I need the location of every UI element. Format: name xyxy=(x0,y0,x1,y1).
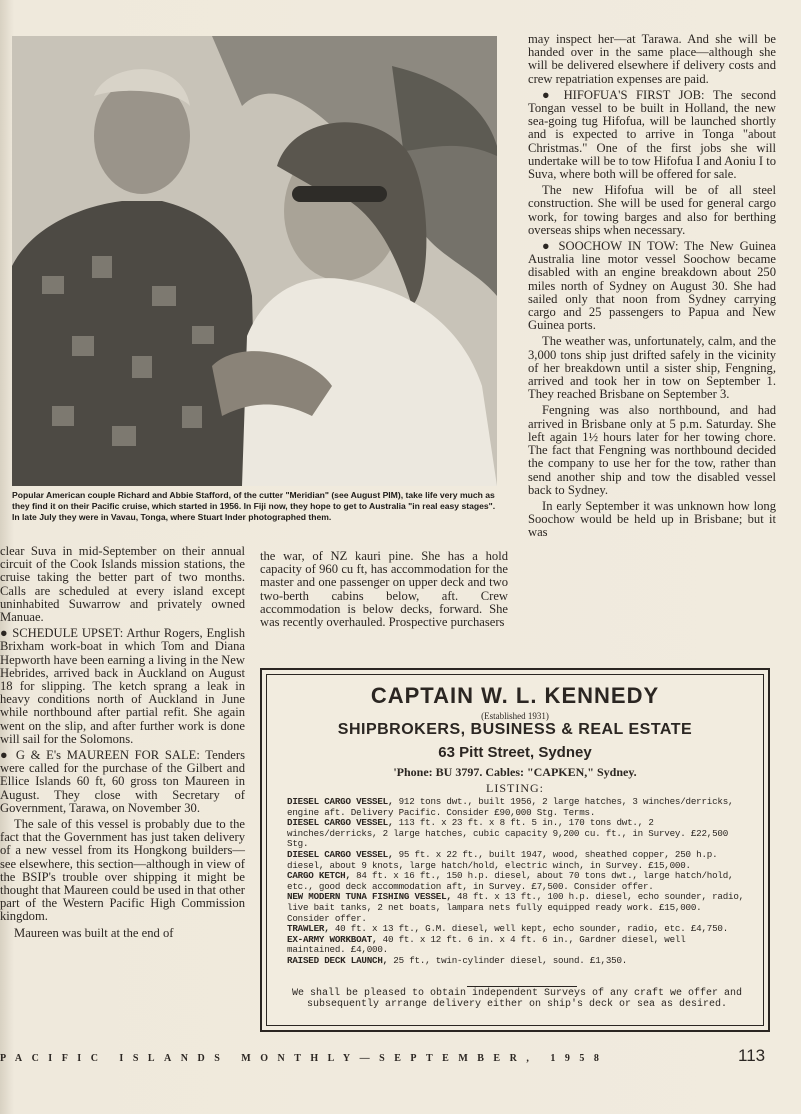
right-column xyxy=(528,33,776,543)
paragraph: ● SCHEDULE UPSET: Arthur Rogers, English Brixham work-boat in which Tom and Diana Hepworth have been earning a living in the New Hebrides, arrived back in Auckland on August 18 for slipping. The ketch sprang a leak in heavy conditions north of Auckland in June while northbound after partial refit. She again went on the slip, and after further work is done will sail for the Solomons. xyxy=(0,626,245,746)
listing-item: TRAWLER, 40 ft. x 13 ft., G.M. diesel, well kept, echo sounder, radio, etc. £4,750. xyxy=(287,923,729,935)
paragraph: Fengning was also northbound, and had arrived in Brisbane only at 5 p.m. Saturday. She left again 1½ hours later for her towing chore. The fact that Fengning was northbound decided the company to use her for the tow, rather than send another ship and tow the disabled vessel back to Sydney. xyxy=(528,403,776,497)
paragraph: ● SOOCHOW IN TOW: The New Guinea Australia line motor vessel Soochow became disabled with an engine breakdown about 250 miles north of Sydney on August 30. She had sailed only that noon from Sydney carrying cargo and 25 passengers to Papua and New Guinea ports. xyxy=(528,239,776,333)
paragraph: In early September it was unknown how long Soochow would be held up in Brisbane; but it was xyxy=(528,498,776,540)
ad-inner-border xyxy=(266,674,764,1026)
paragraph: The weather was, unfortunately, calm, and the 3,000 tons ship just drifted safely in the vicinity of her breakdown until a sister ship, Fengning, arrived and took her in tow on September 1. They reached Brisbane on September 3. xyxy=(528,334,776,402)
ad-listing-label: LISTING: xyxy=(486,781,544,795)
ad-phone: 'Phone: BU 3797. Cables: "CAPKEN," Sydney. xyxy=(393,765,637,779)
ad-address: 63 Pitt Street, Sydney xyxy=(438,744,592,761)
couple-photo xyxy=(12,36,497,486)
listing-item: RAISED DECK LAUNCH, 25 ft., twin-cylinder diesel, sound. £1,350. xyxy=(287,954,628,966)
page-number: 113 xyxy=(738,1046,766,1065)
ad-divider xyxy=(467,986,577,987)
paragraph: The sale of this vessel is probably due to the fact that the Government has just taken delivery of a new vessel from its Hongkong builders—see elsewhere, this section—although in view of the BSIP's trouble over shipping it might be thought that Maureen could be used in that other part of the Western Pacific High Commission kingdom. xyxy=(0,817,245,924)
paragraph: the war, of NZ kauri pine. She has a hold capacity of 960 cu ft, has accommodation for the master and one passenger on upper deck and two two-berth cabins below, aft. Crew accommodation is below decks, forward. She was recently overhauled. Prospective purchasers xyxy=(260,549,508,630)
listing-item: EX-ARMY WORKBOAT, 40 ft. x 12 ft. 6 in. x 4 ft. 6 in., Gardner diesel, well maintained. £4,000. xyxy=(287,933,686,956)
ad-subtitle: SHIPBROKERS, BUSINESS & REAL ESTATE xyxy=(337,721,693,738)
paragraph: Maureen was built at the end of xyxy=(14,925,174,940)
paragraph: clear Suva in mid-September on their annual circuit of the Cook Islands mission stations, the cruise taking the better part of two months. Calls are scheduled at every island except uninhabited Suwarrow and privately owned Manuae. xyxy=(0,544,245,625)
paragraph: ● G & E's MAUREEN FOR SALE: Tenders were called for the purchase of the Gilbert and Ellice Islands 60 ft, 60 gross ton Maureen in August. They close with Secretary of Government, Tarawa, on November 30. xyxy=(0,748,245,815)
running-footer: PACIFIC ISLANDS MONTHLY—SEPTEMBER, 1958 xyxy=(0,1053,609,1064)
paragraph: The new Hifofua will be of all steel construction. She will be used for general cargo work, for towing barges and also for berthing overseas ships when necessary. xyxy=(528,183,776,237)
kennedy-advertisement xyxy=(260,668,770,1032)
middle-column xyxy=(260,550,508,632)
ad-established: (Established 1931) xyxy=(481,711,549,721)
ad-title: CAPTAIN W. L. KENNEDY xyxy=(370,683,660,708)
listing-item: CARGO KETCH, 84 ft. x 16 ft., 150 h.p. diesel, about 70 tons dwt., large hatch/hold, etc., good deck accommodation aft, in Survey. £7,500. Consider offer. xyxy=(287,870,734,892)
photo-caption: Popular American couple Richard and Abbie Stafford, of the cutter "Meridian" (see August PIM), take life very much as they find it on their Pacific cruise, which started in 1956. In Fiji now, they hope to get to Australia "in real easy stages". In late July they were in Vavau, Tonga, where Stuart Inder photographed them. xyxy=(12,490,496,522)
listing-item: NEW MODERN TUNA FISHING VESSEL, 48 ft. x 13 ft., 100 h.p. diesel, echo sounder, radio, live bait tanks, 2 net boats, lampara nets fully equipped ready work. £15,000. Consider offer. xyxy=(287,891,744,924)
paragraph: ● HIFOFUA'S FIRST JOB: The second Tongan vessel to be built in Holland, the new sea-going tug Hifofua, will be launched shortly and is expected to arrive in Tonga "about Christmas." One of the first jobs she will undertake will be to tow Hifofua I and Aoniu I to Suva, where both will be offered for sale. xyxy=(528,87,776,182)
listing-item: DIESEL CARGO VESSEL, 912 tons dwt., built 1956, 2 large hatches, 3 winches/derricks, engine aft. Delivery Pacific. Consider £90,000 Stg. Terms. xyxy=(287,796,734,818)
left-column xyxy=(0,545,245,943)
listing-item: DIESEL CARGO VESSEL, 95 ft. x 22 ft., built 1947, wood, sheathed copper, 250 h.p. diesel, about 9 knots, large hatch/hold, electric winch, in Survey. £15,000. xyxy=(287,848,718,871)
paragraph: may inspect her—at Tarawa. And she will be handed over in the same place—although she will be delivered elsewhere if delivery costs and crew repatriation expenses are paid. xyxy=(528,32,776,86)
ad-listing xyxy=(287,797,749,967)
listing-item: DIESEL CARGO VESSEL, 113 ft. x 23 ft. x 8 ft. 5 in., 170 tons dwt., 2 winches/derricks, 2 large hatches, cubic capacity 9,200 cu. ft., in Survey. £22,500 Stg. xyxy=(287,817,729,850)
ad-footer: We shall be pleased to obtain independent Surveys of any craft we offer and subsequently arrange delivery either on ship's deck or sea as desired. xyxy=(291,988,743,1010)
